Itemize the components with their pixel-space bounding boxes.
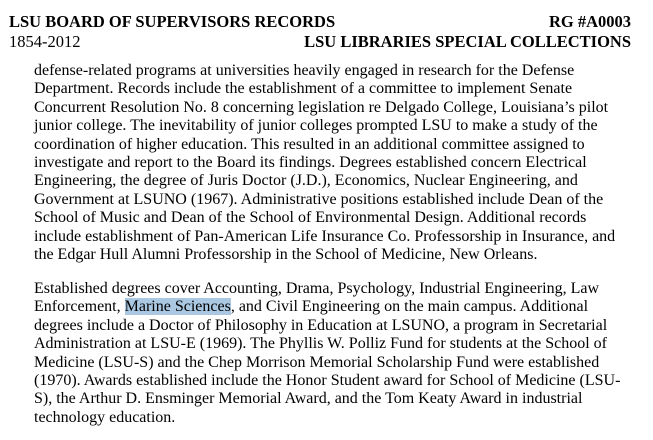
paragraph-1: [34, 62, 615, 264]
text-line: defense-related programs at universities heavily engaged in research for the Defense: [34, 62, 575, 79]
text-line: technology education.: [34, 408, 176, 426]
text-line: include establishment of Pan-American Life Insurance Co. Professorship in Insurance, and: [34, 227, 616, 245]
text-line: degrees include a Doctor of Philosophy in Education at LSUNO, a program in Secretarial: [34, 316, 608, 334]
text-line: coordination of higher education. This resulted in an additional committee assigned to: [34, 135, 585, 153]
record-group-number: RG #A0003: [548, 12, 631, 31]
selected-text[interactable]: Marine Sciences: [124, 298, 231, 316]
text-line: junior college. The inevitability of junior colleges prompted LSU to make a study of the: [34, 117, 598, 135]
text-line: Administration at LSU-E (1969). The Phyllis W. Polliz Fund for students at the School of: [34, 335, 608, 353]
text-line: School of Music and Dean of the School of Environmental Design. Additional records: [34, 209, 587, 227]
collection-dates: 1854-2012: [9, 32, 81, 51]
text-line: Engineering, the degree of Juris Doctor (J.D.), Economics, Nuclear Engineering, and: [34, 172, 578, 190]
collection-title: LSU BOARD OF SUPERVISORS RECORDS: [9, 12, 336, 31]
text-line: Medicine (LSU-S) and the Chep Morrison Memorial Scholarship Fund were established: [34, 353, 600, 371]
text-line: Department. Records include the establishment of a committee to implement Senate: [34, 80, 573, 98]
paragraph-2: [34, 280, 620, 427]
text-segment: Enforcement,: [34, 298, 125, 316]
text-line: investigate and report to the Board its findings. Degrees established concern Electrical: [34, 154, 587, 172]
text-line: [34, 298, 620, 316]
text-segment: , and Civil Engineering on the main campus. Additional: [230, 298, 589, 316]
text-line: (1970). Awards established include the Honor Student award for School of Medicine (LSU-: [34, 372, 621, 390]
text-line: the Edgar Hull Alumni Professorship in the School of Medicine, New Orleans.: [34, 246, 538, 264]
text-line: S), the Arthur D. Ensminger Memorial Award, and the Tom Keaty Award in industrial: [34, 390, 583, 408]
text-line: Concurrent Resolution No. 8 concerning legislation re Delgado College, Louisiana’s pilot: [34, 98, 609, 116]
text-line: Established degrees cover Accounting, Drama, Psychology, Industrial Engineering, Law: [34, 280, 600, 297]
repository-name: LSU LIBRARIES SPECIAL COLLECTIONS: [304, 32, 631, 51]
text-line: Government at LSUNO (1967). Administrative positions established include Dean of the: [34, 190, 604, 208]
